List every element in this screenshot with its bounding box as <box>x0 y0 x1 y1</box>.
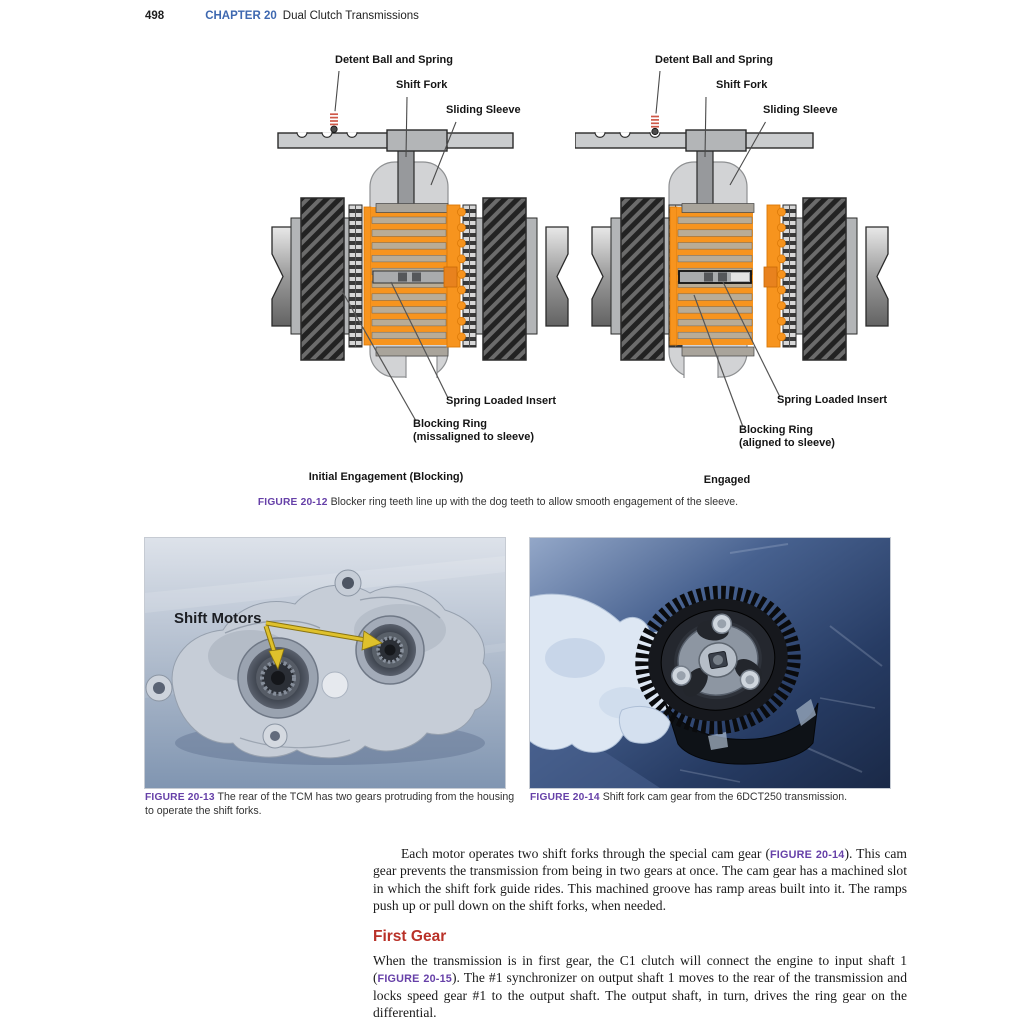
figure-20-14-label: FIGURE 20-14 <box>530 792 600 803</box>
paragraph-cam-gear <box>373 845 907 914</box>
body-text-column <box>373 845 907 1021</box>
label-detent-ball-spring: Detent Ball and Spring <box>655 54 773 66</box>
page-header <box>145 10 419 22</box>
diagram-caption-engaged: Engaged <box>703 474 751 486</box>
p1-text-cont: ). This cam gear prevents the transmission from being in two gears at once. The cam gear has a machined slot in which the shift fork guide rides. This machined groove has ramp areas built into it. The ramps push up or pull down on the shift forks, when needed. <box>373 846 908 913</box>
figure-20-13-caption <box>145 791 517 819</box>
photo-annotation-shift-motors: Shift Motors <box>174 610 262 627</box>
p2-text-cont: ). The #1 synchronizer on output shaft 1 moves to the rear of the transmission and locks speed gear #1 to the output shaft. The output shaft, in turn, drives the ring gear on the differential. <box>373 970 907 1021</box>
diagram-caption-blocking: Initial Engagement (Blocking) <box>308 471 464 483</box>
p1-text: Each motor operates two shift forks through the special cam gear ( <box>401 846 770 861</box>
roller-pin <box>322 672 348 698</box>
label-shift-fork: Shift Fork <box>396 79 448 91</box>
label-shift-fork: Shift Fork <box>716 79 768 91</box>
chapter-title: Dual Clutch Transmissions <box>282 10 419 22</box>
cam-gear-photo-graphic <box>530 538 890 788</box>
figure-20-12-text: Blocker ring teeth line up with the dog teeth to allow smooth engagement of the sleeve. <box>330 496 739 508</box>
blocking-ring-note: (aligned to sleeve) <box>739 437 835 449</box>
label-sliding-sleeve: Sliding Sleeve <box>446 104 521 116</box>
figure-20-14-photo <box>530 538 890 788</box>
p2-text: When the transmission is in first gear, the C1 clutch will connect the engine to input shaft 1 ( <box>373 953 907 986</box>
label-sliding-sleeve: Sliding Sleeve <box>763 104 838 116</box>
section-heading-first-gear: First Gear <box>373 928 447 946</box>
chapter-label: CHAPTER 20 <box>205 10 277 22</box>
figure-20-12-caption <box>218 496 778 510</box>
figure-20-12-right-diagram <box>575 45 905 495</box>
label-spring-loaded-insert: Spring Loaded Insert <box>777 394 888 406</box>
blocking-ring-text: Blocking Ring <box>413 418 487 430</box>
shift-motor-gear-right <box>356 616 424 684</box>
tcm-housing-photo-graphic <box>145 538 505 788</box>
page-number: 498 <box>145 10 165 22</box>
figure-20-14-text: Shift fork cam gear from the 6DCT250 transmission. <box>602 791 848 803</box>
blocking-ring-note: (missaligned to sleeve) <box>413 431 535 443</box>
figure-ref-20-14: FIGURE 20-14 <box>770 849 845 861</box>
label-blocking-ring <box>739 424 835 450</box>
figure-20-13-text: The rear of the TCM has two gears protruding from the housing to operate the shift forks. <box>145 791 515 817</box>
figure-20-12-label: FIGURE 20-12 <box>257 497 328 508</box>
figure-20-14-caption <box>530 791 902 805</box>
figure-20-13-label: FIGURE 20-13 <box>145 792 215 803</box>
label-detent-ball-spring: Detent Ball and Spring <box>335 54 453 66</box>
label-spring-loaded-insert: Spring Loaded Insert <box>446 395 557 407</box>
label-blocking-ring <box>413 418 534 444</box>
paragraph-first-gear <box>373 952 907 1021</box>
figure-ref-20-15: FIGURE 20-15 <box>377 973 452 986</box>
figure-20-12-left-diagram <box>255 45 585 495</box>
blocking-ring-text: Blocking Ring <box>739 424 813 436</box>
figure-20-13-photo <box>145 538 505 788</box>
